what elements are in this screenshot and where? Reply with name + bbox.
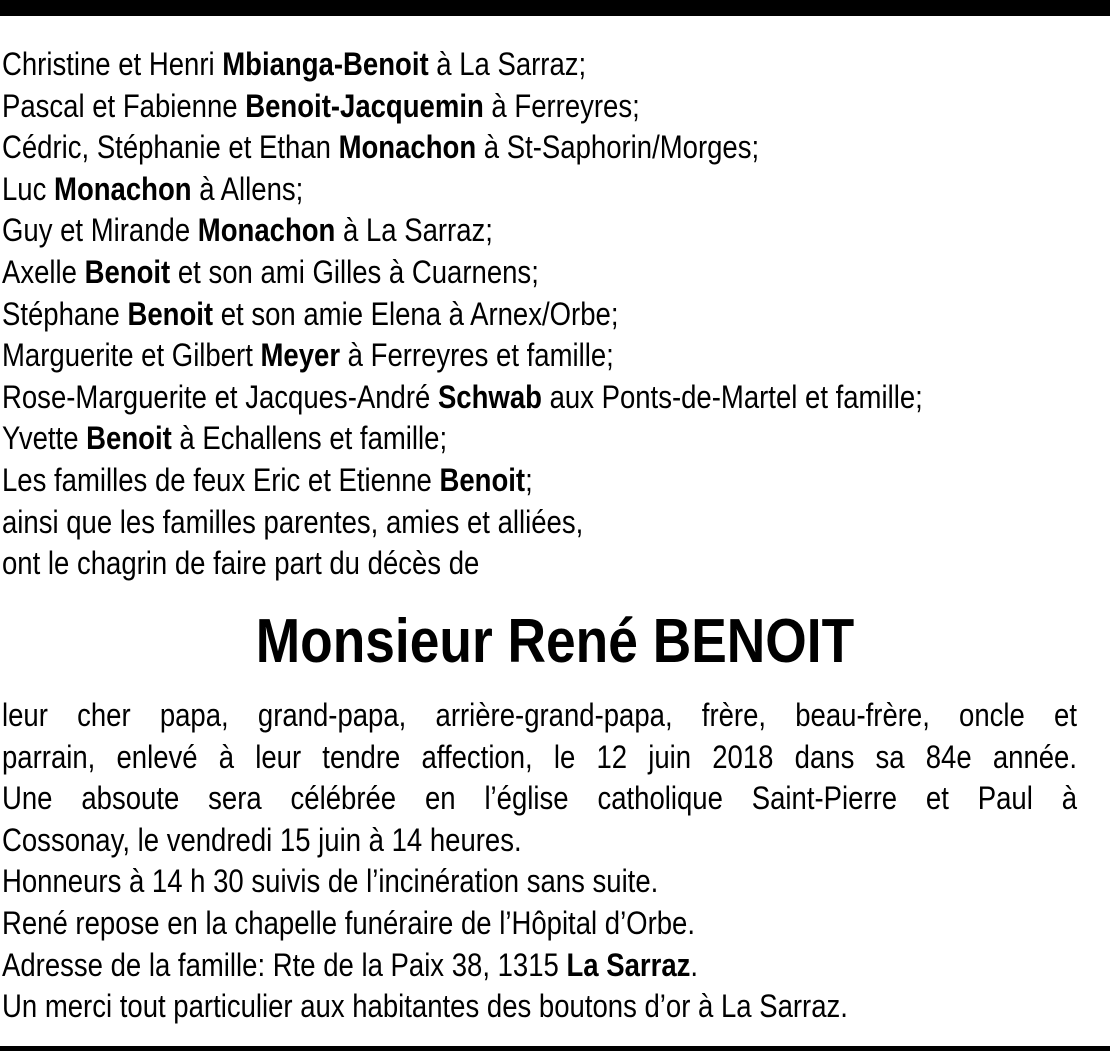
address-town: La Sarraz (566, 946, 691, 983)
family-surname: Meyer (260, 337, 341, 374)
body-line: Cossonay, le vendredi 15 juin à 14 heures. (2, 821, 522, 858)
announcement-body (2, 695, 1077, 1028)
family-line: Luc Monachon à Allens; (2, 170, 304, 207)
family-line: Rose-Marguerite et Jacques-André Schwab aux Ponts-de-Martel et famille; (2, 378, 923, 415)
body-line: leur cher papa, grand-papa, arrière-grand-papa, frère, beau-frère, oncle et (2, 697, 1077, 733)
body-line: parrain, enlevé à leur tendre affection, le 12 juin 2018 dans sa 84e année. (2, 738, 1077, 775)
body-line: Un merci tout particulier aux habitantes des boutons d’or à La Sarraz. (2, 988, 848, 1025)
bottom-rule (0, 1046, 1110, 1051)
family-line: Axelle Benoit et son ami Gilles à Cuarnens; (2, 253, 539, 290)
family-surname: Monachon (338, 129, 477, 166)
family-address: Adresse de la famille: Rte de la Paix 38, 1315 La Sarraz. (2, 946, 699, 983)
family-line: Cédric, Stéphanie et Ethan Monachon à St-Saphorin/Morges; (2, 129, 760, 166)
top-rule (0, 0, 1110, 16)
family-surname: Schwab (437, 378, 542, 415)
closing-line: ainsi que les familles parentes, amies et alliées, (2, 503, 584, 540)
family-line: Stéphane Benoit et son amie Elena à Arnex/Orbe; (2, 295, 619, 332)
family-line: Yvette Benoit à Echallens et famille; (2, 420, 448, 457)
family-surname: Benoit (86, 420, 172, 457)
closing-line: ont le chagrin de faire part du décès de (2, 545, 480, 582)
family-surname: Benoit-Jacquemin (245, 87, 484, 124)
family-surname: Benoit (84, 253, 171, 290)
family-surname: Benoit (439, 461, 526, 498)
family-surname: Monachon (197, 212, 336, 249)
body-line: Honneurs à 14 h 30 suivis de l’incinération sans suite. (2, 863, 659, 900)
family-line: Guy et Mirande Monachon à La Sarraz; (2, 212, 493, 249)
family-line: Christine et Henri Mbianga-Benoit à La Sarraz; (2, 46, 587, 82)
family-surname: Mbianga-Benoit (222, 46, 429, 82)
family-surname: Benoit (127, 295, 214, 332)
body-line: René repose en la chapelle funéraire de l’Hôpital d’Orbe. (2, 904, 696, 941)
family-list (2, 44, 955, 585)
family-surname: Monachon (54, 170, 192, 207)
family-line: Marguerite et Gilbert Meyer à Ferreyres et famille; (2, 337, 614, 374)
body-line: Une absoute sera célébrée en l’église catholique Saint-Pierre et Paul à (2, 780, 1077, 817)
deceased-name-heading: Monsieur René BENOIT (255, 607, 855, 676)
family-line: Les familles de feux Eric et Etienne Benoit; (2, 461, 533, 498)
family-line: Pascal et Fabienne Benoit-Jacquemin à Ferreyres; (2, 87, 640, 124)
